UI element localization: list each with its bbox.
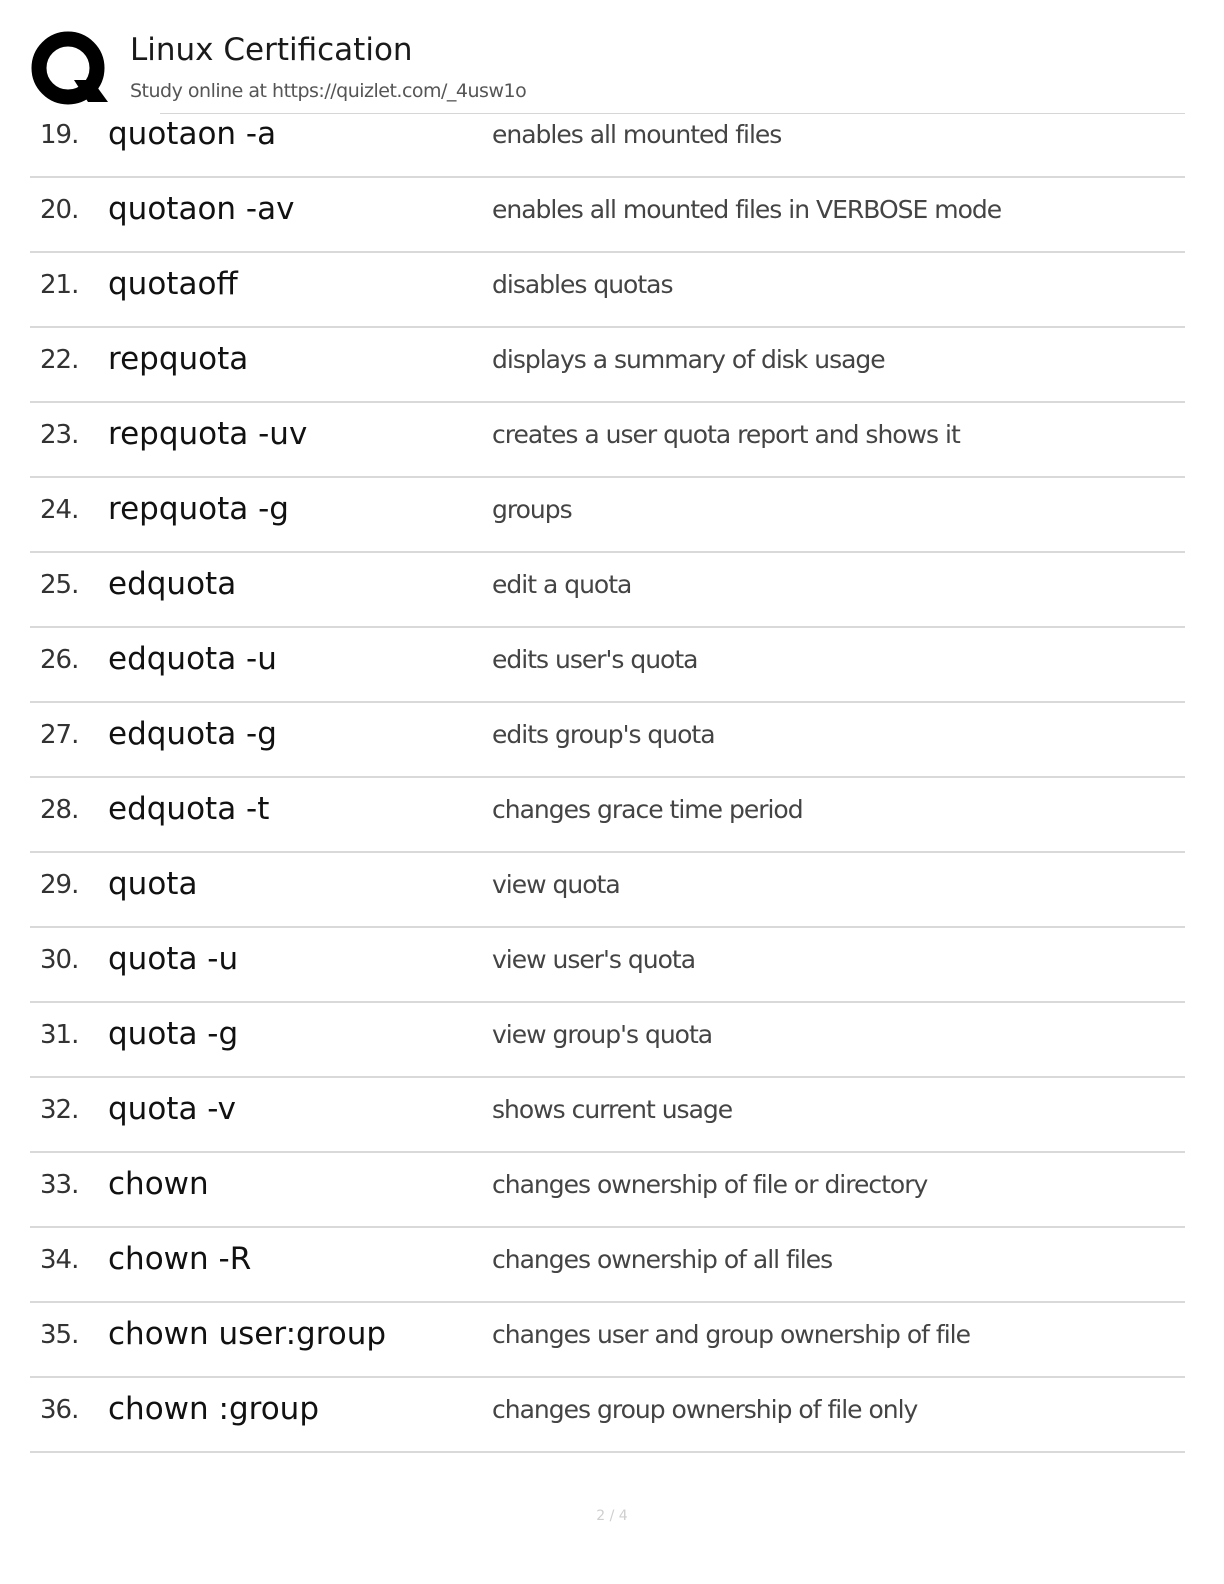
card-term: repquota -g [108,491,289,527]
card-term: chown :group [108,1391,319,1427]
flashcard-row [30,178,1185,253]
card-number: 28. [40,795,79,825]
flashcard-row [30,1378,1185,1453]
card-number: 24. [40,495,79,525]
flashcard-row [30,103,1185,178]
flashcard-row [30,1003,1185,1078]
card-definition: edits user's quota [492,645,698,674]
card-term: edquota -t [108,791,270,827]
card-number: 33. [40,1170,79,1200]
card-definition: groups [492,495,572,524]
card-term: chown user:group [108,1316,387,1352]
card-term: quota [108,866,198,902]
flashcard-list [30,103,1185,1453]
card-definition: displays a summary of disk usage [492,345,885,374]
card-definition: changes ownership of all files [492,1245,833,1274]
flashcard-row [30,328,1185,403]
card-definition: enables all mounted files [492,120,782,149]
flashcard-row [30,1153,1185,1228]
card-term: quotaon -av [108,191,295,227]
card-term: quota -u [108,941,239,977]
card-definition: edit a quota [492,570,632,599]
card-definition: changes group ownership of file only [492,1395,918,1424]
card-definition: changes user and group ownership of file [492,1320,970,1349]
flashcard-row [30,928,1185,1003]
card-number: 34. [40,1245,79,1275]
card-number: 29. [40,870,79,900]
card-definition: enables all mounted files in VERBOSE mode [492,195,1002,224]
flashcard-row [30,253,1185,328]
card-definition: edits group's quota [492,720,715,749]
card-number: 31. [40,1020,79,1050]
card-definition: shows current usage [492,1095,733,1124]
card-number: 32. [40,1095,79,1125]
card-term: edquota -g [108,716,277,752]
card-term: repquota [108,341,249,377]
card-term: quotaoff [108,266,238,302]
flashcard-row [30,553,1185,628]
quizlet-q-logo-icon [30,30,110,110]
card-number: 35. [40,1320,79,1350]
card-number: 26. [40,645,79,675]
page-title: Linux Certification [130,32,413,68]
flashcard-row [30,853,1185,928]
study-url: Study online at https://quizlet.com/_4usw1o [130,80,527,102]
card-number: 25. [40,570,79,600]
card-number: 27. [40,720,79,750]
card-definition: creates a user quota report and shows it [492,420,960,449]
card-number: 22. [40,345,79,375]
flashcard-row [30,403,1185,478]
card-definition: view group's quota [492,1020,713,1049]
card-term: edquota -u [108,641,277,677]
page-number: 2 / 4 [596,1508,628,1524]
card-term: quotaon -a [108,116,277,152]
card-number: 23. [40,420,79,450]
flashcard-row [30,1303,1185,1378]
card-number: 20. [40,195,79,225]
card-definition: changes grace time period [492,795,803,824]
card-number: 19. [40,120,79,150]
flashcard-row [30,478,1185,553]
card-term: edquota [108,566,237,602]
flashcard-row [30,628,1185,703]
flashcard-row [30,1078,1185,1153]
card-number: 36. [40,1395,79,1425]
card-term: quota -g [108,1016,239,1052]
card-definition: changes ownership of file or directory [492,1170,928,1199]
card-definition: disables quotas [492,270,673,299]
flashcard-row [30,1228,1185,1303]
card-definition: view user's quota [492,945,696,974]
card-definition: view quota [492,870,620,899]
flashcard-row [30,703,1185,778]
card-term: chown -R [108,1241,252,1277]
card-number: 21. [40,270,79,300]
card-number: 30. [40,945,79,975]
card-term: quota -v [108,1091,236,1127]
page-header [30,28,1185,114]
flashcard-row [30,778,1185,853]
card-term: repquota -uv [108,416,308,452]
card-term: chown [108,1166,209,1202]
